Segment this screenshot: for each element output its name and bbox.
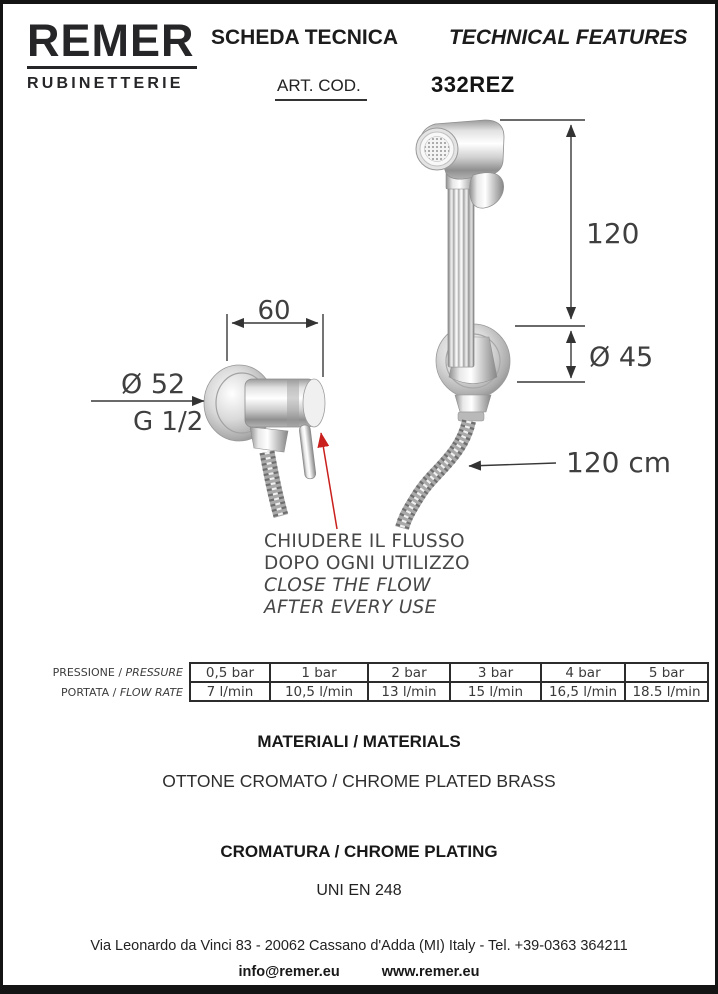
pressure-cell: 4 bar [541, 663, 625, 682]
footer-contacts [3, 964, 715, 980]
warning-line: CLOSE THE FLOW [264, 575, 431, 596]
footer-email: info@remer.eu [238, 964, 340, 980]
dim-label-dia45: Ø 45 [589, 342, 654, 373]
pressure-cell: 1 bar [270, 663, 368, 682]
table-row-labels [27, 663, 183, 703]
flow-cell: 7 l/min [190, 682, 270, 701]
dim-label-60: 60 [257, 296, 291, 326]
warning-line: AFTER EVERY USE [264, 597, 437, 618]
flow-cell: 13 l/min [368, 682, 450, 701]
flow-cell: 10,5 l/min [270, 682, 368, 701]
footer-address: Via Leonardo da Vinci 83 - 20062 Cassano d'Adda (MI) Italy - Tel. +39-0363 364211 [90, 938, 628, 954]
materials-value: OTTONE CROMATO / CHROME PLATED BRASS [162, 771, 556, 791]
dim-label-120: 120 [586, 217, 640, 250]
pressure-cell: 0,5 bar [190, 663, 270, 682]
warning-arrow [321, 433, 337, 529]
logo-wordmark: REMER [27, 15, 195, 66]
materials-title: MATERIALI / MATERIALS [257, 732, 461, 751]
art-cod-value: 332REZ [431, 72, 515, 97]
plating-title: CROMATURA / CHROME PLATING [220, 842, 498, 861]
plating-standard: UNI EN 248 [316, 882, 402, 899]
title-scheda-tecnica: SCHEDA TECNICA [211, 26, 399, 49]
footer-website: www.remer.eu [381, 964, 480, 980]
flow-cell: 16,5 l/min [541, 682, 625, 701]
logo-underline [27, 66, 197, 69]
art-cod-label: ART. COD. [275, 76, 367, 101]
flow-cell: 15 l/min [450, 682, 541, 701]
pressure-cell: 3 bar [450, 663, 541, 682]
dim-arrow-hose [469, 463, 556, 466]
dimension-annotations [91, 120, 671, 479]
flow-row-label: PORTATA / FLOW RATE [61, 686, 183, 699]
pressure-cell: 5 bar [625, 663, 708, 682]
warning-line: DOPO OGNI UTILIZZO [264, 553, 470, 574]
dim-label-hose-length: 120 cm [566, 446, 672, 479]
table-row [190, 663, 708, 682]
warning-line: CHIUDERE IL FLUSSO [264, 531, 465, 552]
valve-drawing [204, 365, 325, 516]
usage-warning [264, 531, 470, 619]
dim-label-g12: G 1/2 [133, 407, 204, 437]
pressure-cell: 2 bar [368, 663, 450, 682]
remer-logo [27, 15, 197, 93]
dim-label-dia52: Ø 52 [121, 369, 186, 400]
logo-subtitle: RUBINETTERIE [27, 75, 184, 92]
flow-rate-table [189, 662, 709, 702]
flow-cell: 18.5 l/min [625, 682, 708, 701]
title-technical-features: TECHNICAL FEATURES [449, 26, 688, 49]
table-row [190, 682, 708, 701]
handshower-drawing [402, 120, 510, 528]
pressure-row-label: PRESSIONE / PRESSURE [52, 666, 183, 679]
